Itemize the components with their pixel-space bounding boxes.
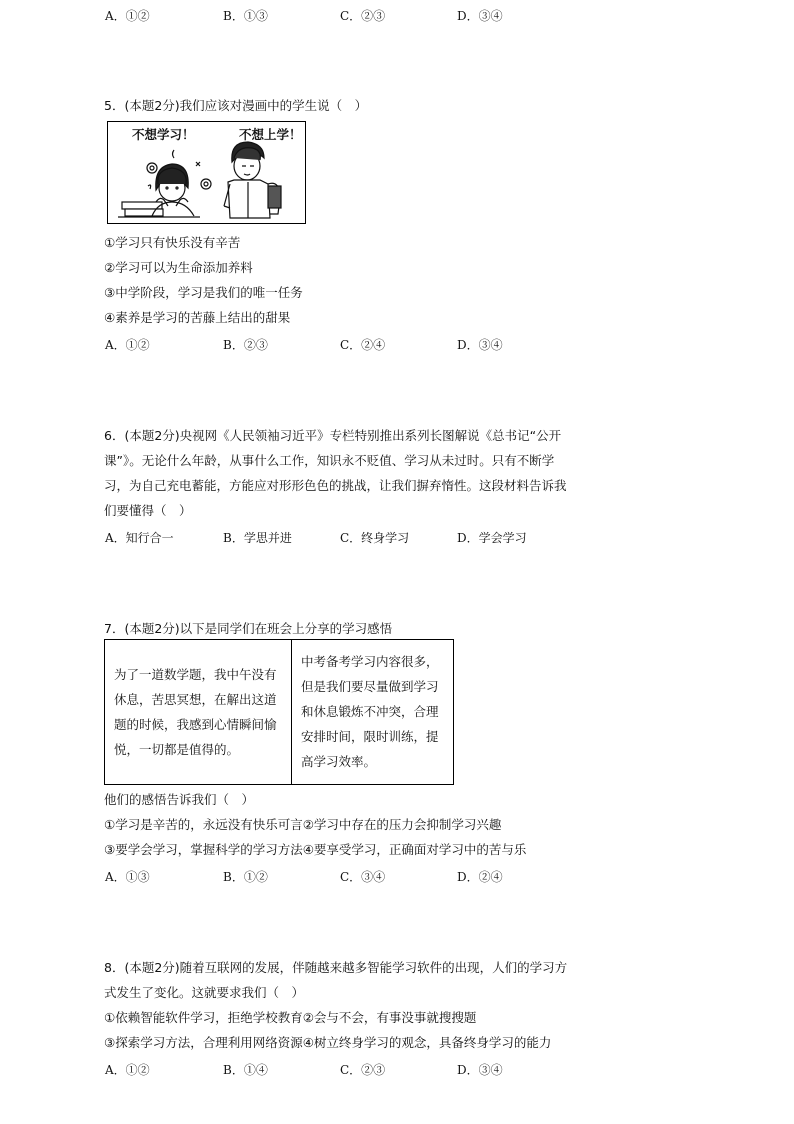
q7-option-c[interactable]: C．③④ <box>340 870 386 884</box>
q7-left-line: 为了一道数学题，我中午没有 <box>114 667 277 682</box>
q8-option-d[interactable]: D．③④ <box>457 1063 503 1077</box>
q5-option-d[interactable]: D．③④ <box>457 338 503 352</box>
q7-option-a[interactable]: A．①③ <box>105 870 150 884</box>
q7-right-line: 安排时间，限时训练，提 <box>301 729 439 744</box>
q5-item-1: ①学习只有快乐没有辛苦 <box>104 235 241 250</box>
q7-question: 他们的感悟告诉我们（ ） <box>104 792 255 807</box>
q7-table-right-cell <box>292 640 453 784</box>
q8-item-1: ①依赖智能软件学习，拒绝学校教育②会与不会，有事没事就搜搜题 <box>104 1010 477 1025</box>
q5-item-2: ②学习可以为生命添加养料 <box>104 260 253 275</box>
q6-option-d[interactable]: D．学会学习 <box>457 531 527 545</box>
q7-option-b[interactable]: B．①② <box>223 870 268 884</box>
comic-caption-right: 不想上学！ <box>239 127 302 142</box>
q4-option-b[interactable]: B．①③ <box>223 9 268 23</box>
q5-stem: 5．(本题2分)我们应该对漫画中的学生说（ ） <box>104 98 368 113</box>
q6-line-2: 课”》。无论什么年龄，从事什么工作，知识永不贬值、学习从未过时。只有不断学 <box>104 453 555 468</box>
q5-option-b[interactable]: B．②③ <box>223 338 268 352</box>
q6-line-3: 习，为自己充电蓄能，方能应对形形色色的挑战，让我们摒弃惰性。这段材料告诉我 <box>104 478 567 493</box>
q7-right-line: 高学习效率。 <box>301 754 377 769</box>
q5-comic <box>107 121 306 224</box>
q5-item-3: ③中学阶段，学习是我们的唯一任务 <box>104 285 303 300</box>
comic-drawing <box>108 122 305 223</box>
q7-option-d[interactable]: D．②④ <box>457 870 503 884</box>
q7-right-line: 和休息锻炼不冲突，合理 <box>301 704 439 719</box>
q7-left-line: 悦，一切都是值得的。 <box>114 742 240 757</box>
q5-item-4: ④素养是学习的苦藤上结出的甜果 <box>104 310 291 325</box>
q8-option-a[interactable]: A．①② <box>105 1063 150 1077</box>
q7-item-1: ①学习是辛苦的，永远没有快乐可言②学习中存在的压力会抑制学习兴趣 <box>104 817 502 832</box>
q4-option-d[interactable]: D．③④ <box>457 9 503 23</box>
q4-option-c[interactable]: C．②③ <box>340 9 386 23</box>
q7-table <box>104 639 454 785</box>
q8-option-b[interactable]: B．①④ <box>223 1063 268 1077</box>
q8-option-c[interactable]: C．②③ <box>340 1063 386 1077</box>
comic-caption-left: 不想学习！ <box>132 127 195 142</box>
q7-table-left-cell <box>105 640 292 784</box>
q7-item-2: ③要学会学习，掌握科学的学习方法④要享受学习，正确面对学习中的苦与乐 <box>104 842 527 857</box>
q6-line-4: 们要懂得（ ） <box>104 503 192 518</box>
q7-stem: 7．(本题2分)以下是同学们在班会上分享的学习感悟 <box>104 621 393 636</box>
q4-option-a[interactable]: A．①② <box>105 9 150 23</box>
q7-right-line: 中考备考学习内容很多， <box>301 654 439 669</box>
q6-option-a[interactable]: A．知行合一 <box>105 531 174 545</box>
q8-item-2: ③探索学习方法，合理利用网络资源④树立终身学习的观念，具备终身学习的能力 <box>104 1035 552 1050</box>
q7-right-line: 但是我们要尽量做到学习 <box>301 679 439 694</box>
q8-line-1: 8．(本题2分)随着互联网的发展，伴随越来越多智能学习软件的出现，人们的学习方 <box>104 960 568 975</box>
q8-line-2: 式发生了变化。这就要求我们（ ） <box>104 985 305 1000</box>
q6-line-1: 6．(本题2分)央视网《人民领袖习近平》专栏特别推出系列长图解说《总书记“公开 <box>104 428 562 443</box>
q5-option-c[interactable]: C．②④ <box>340 338 386 352</box>
q6-option-b[interactable]: B．学思并进 <box>223 531 292 545</box>
q7-left-line: 休息，苦思冥想，在解出这道 <box>114 692 277 707</box>
q7-left-line: 题的时候，我感到心情瞬间愉 <box>114 717 277 732</box>
q5-option-a[interactable]: A．①② <box>105 338 150 352</box>
q6-option-c[interactable]: C．终身学习 <box>340 531 410 545</box>
